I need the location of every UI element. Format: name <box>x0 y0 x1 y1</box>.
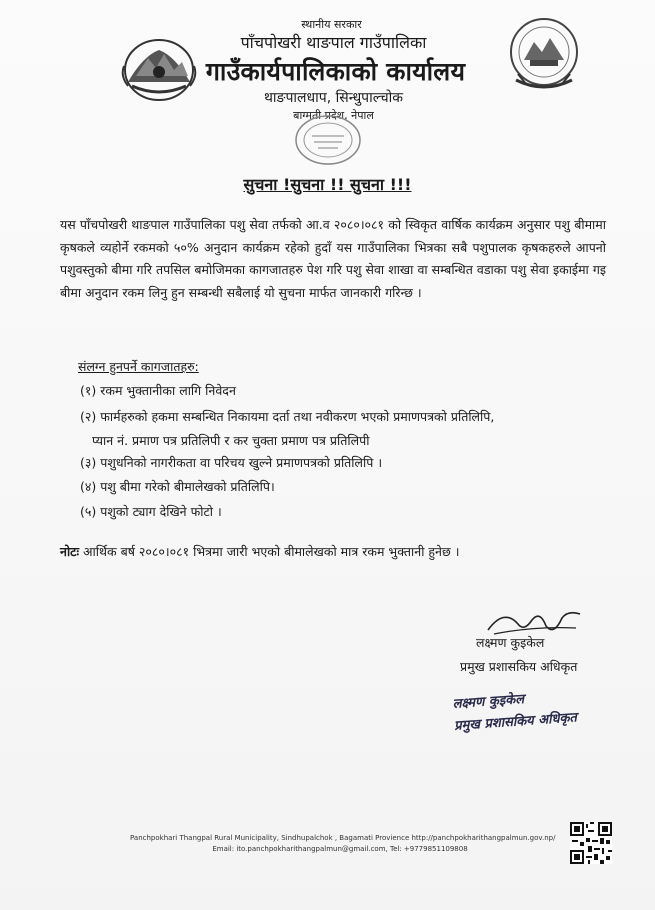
name-stamp-name: लक्ष्मण कुइकेल <box>452 692 525 712</box>
office-stamp-icon <box>292 112 364 168</box>
name-stamp <box>452 685 578 737</box>
notice-body: यस पाँचपोखरी थाङपाल गाउँपालिका पशु सेवा तर्फको आ.व २०८०।०८१ को स्विकृत वार्षिक कार्यक्रम अनुसार पशु बीमामा कृषकले व्यहोर्ने रकमको ५०% अनुदान कार्यक्रम रहेको हुदाँ यस गाउँपालिका भित्रका सबै पशुपालक कृषकहरुले आपनो पशुवस्तुको बीमा गरि तपसिल बमोजिमका कागजातहरु पेश गरि पशु सेवा शाखा वा सम्बन्धित वडाका पशु सेवा इकाईमा गइ बीमा अनुदान रकम लिनु हुन सम्बन्धी सबैलाई यो सुचना मार्फत जानकारी गरिन्छ । <box>60 217 606 300</box>
footer <box>130 833 556 855</box>
note-label: नोटः <box>60 544 80 559</box>
note-text: आर्थिक बर्ष २०८०।०८१ भित्रमा जारी भएको बीमालेखको मात्र रकम भुक्तानी हुनेछ । <box>83 544 460 559</box>
document-item: (४) पशु बीमा गरेको बीमालेखको प्रतिलिपि। <box>80 479 275 494</box>
signatory-name: लक्ष्मण कुइकेल <box>476 635 545 650</box>
office-address: थाङपालधाप, सिन्धुपाल्चोक <box>263 90 404 106</box>
footer-contact: Email: ito.panchpokharithangpalmun@gmail.com, Tel: +9779851109808 <box>212 845 468 853</box>
document-item: (१) रकम भुक्तानीका लागि निवेदन <box>80 383 236 398</box>
office-name: गाउँकार्यपालिकाको कार्यालय <box>205 57 466 86</box>
document-item: (३) पशुधनिको नागरीकता वा परिचय खुल्ने प्रमाणपत्रको प्रतिलिपि । <box>80 455 383 470</box>
qr-code-icon <box>570 822 612 864</box>
payment-note <box>60 543 459 560</box>
document-item-continuation: प्यान नं. प्रमाण पत्र प्रतिलिपी र कर चुक्ता प्रमाण पत्र प्रतिलिपी <box>92 433 370 448</box>
government-label: स्थानीय सरकार <box>301 18 362 31</box>
province-name: बाग्मती प्रदेश, नेपाल <box>293 109 374 122</box>
footer-address: Panchpokhari Thangpal Rural Municipality, Sindhupalchok , Bagamati Provience http://panchpokharithangpalmun.gov.np/ <box>130 834 556 842</box>
signatory-title: प्रमुख प्रशासकिय अधिकृत <box>460 659 578 674</box>
notice-title: सुचना !सुचना !! सुचना !!! <box>243 175 412 194</box>
documents-heading: संलग्न हुनपर्ने कागजातहरु: <box>78 359 199 374</box>
name-stamp-title: प्रमुख प्रशासकिय अधिकृत <box>453 710 578 734</box>
document-item: (५) पशुको ट्याग देखिने फोटो । <box>80 504 222 519</box>
document-item: (२) फार्महरुको हकमा सम्बन्धित निकायमा दर्ता तथा नवीकरण भएको प्रमाणपत्रको प्रतिलिपि, <box>80 409 495 424</box>
municipality-name: पाँचपोखरी थाङपाल गाउँपालिका <box>240 33 427 52</box>
